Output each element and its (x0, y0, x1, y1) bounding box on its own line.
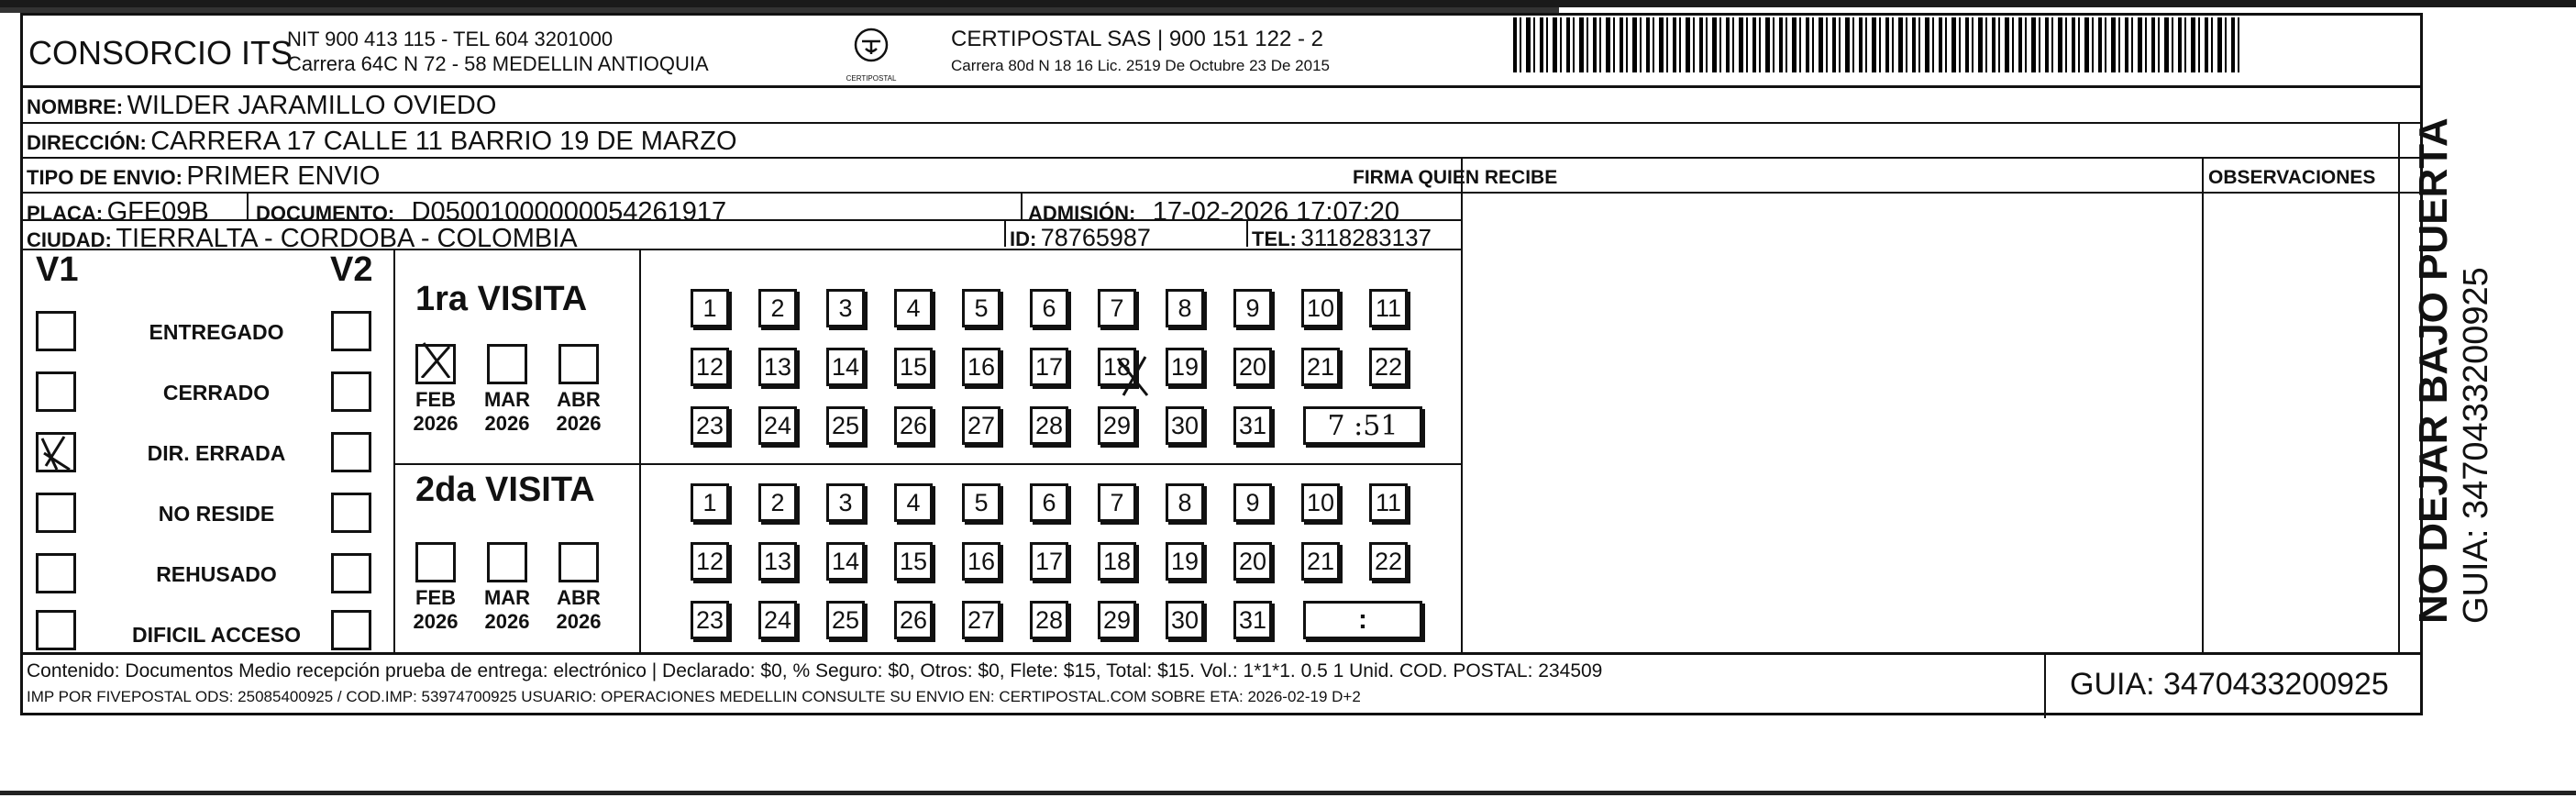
certipostal-logo-icon (844, 25, 899, 83)
visit-2-day-6[interactable]: 6 (1030, 483, 1068, 522)
tipo-label: TIPO DE ENVIO: (27, 166, 182, 189)
direccion-label: DIRECCIÓN: (27, 131, 147, 154)
month-name: FEB (415, 586, 456, 609)
month-year: 2026 (556, 610, 602, 633)
v2-checkbox-dificil-acceso[interactable] (331, 610, 371, 650)
month-year: 2026 (484, 412, 530, 435)
row-divider-4 (23, 219, 1461, 221)
v1-header: V1 (36, 250, 79, 289)
courier-license: Carrera 80d N 18 16 Lic. 2519 De Octubre 23 De 2015 (951, 57, 1330, 74)
documento-value: D05001000000054261917 (411, 197, 727, 227)
courier-info: CERTIPOSTAL SAS | 900 151 122 - 2 (951, 27, 1323, 51)
v1-checkbox-dir-errada[interactable] (36, 432, 76, 472)
month-name: ABR (557, 388, 601, 411)
visit-2-day-1[interactable]: 1 (691, 483, 729, 522)
status-rehusado: REHUSADO (156, 562, 277, 586)
visit-1-day-3[interactable]: 3 (826, 289, 865, 327)
documento-label: DOCUMENTO: (256, 202, 395, 225)
visit-2-day-11[interactable]: 11 (1369, 483, 1408, 522)
company-address: Carrera 64C N 72 - 58 MEDELLIN ANTIOQUIA (287, 52, 709, 75)
visit-1-day-10[interactable]: 10 (1301, 289, 1340, 327)
id-divider (1246, 219, 1248, 247)
v1-checkbox-entregado[interactable] (36, 311, 76, 351)
footer-imp: IMP POR FIVEPOSTAL ODS: 25085400925 / COD.IMP: 53974700925 USUARIO: OPERACIONES MEDELLIN CONSULTE SU ENVIO EN: CERTIPOSTAL.COM SOBRE ETA: 2026-02-19 D+2 (27, 688, 1361, 705)
visit-2-month-feb-label (408, 586, 463, 634)
nombre-row (27, 91, 496, 121)
top-border (0, 0, 2576, 7)
visit-2-day-9[interactable]: 9 (1233, 483, 1272, 522)
direccion-row (27, 127, 737, 157)
v1-checkbox-dificil-acceso[interactable] (36, 610, 76, 650)
tel-label: TEL: (1252, 227, 1297, 250)
delivery-form (20, 13, 2423, 715)
side-notice (2412, 117, 2496, 624)
v2-checkbox-dir-errada[interactable] (331, 432, 371, 472)
month-divider (639, 249, 641, 652)
visit-2-day-30[interactable]: 30 (1166, 601, 1204, 639)
visit-2-month-abr-label (551, 586, 606, 634)
status-entregado: ENTREGADO (149, 320, 284, 344)
visit-2-time-field[interactable]: : (1303, 601, 1422, 639)
visit-1-day-30[interactable]: 30 (1166, 406, 1204, 445)
check-mark-icon (418, 341, 455, 378)
admision-value: 17-02-2026 17:07:20 (1152, 197, 1400, 227)
status-cerrado: CERRADO (162, 381, 271, 405)
visit-1-day-20[interactable]: 20 (1233, 348, 1272, 386)
visit-2-title: 2da VISITA (415, 471, 595, 509)
placa-divider (247, 192, 249, 219)
v2-checkbox-entregado[interactable] (331, 311, 371, 351)
firma-left-border (1461, 157, 1463, 652)
company-name: CONSORCIO ITS (28, 34, 293, 72)
observaciones-right-border (2398, 122, 2400, 652)
day-18-mark-icon (1114, 355, 1155, 401)
documento-divider (1021, 192, 1023, 219)
visit-1-day-7[interactable]: 7 (1098, 289, 1136, 327)
footer-divider (23, 652, 2420, 655)
visit-1-day-14[interactable]: 14 (826, 348, 865, 386)
v2-header: V2 (330, 250, 373, 289)
ciudad-divider (1004, 219, 1006, 247)
visit-2-day-27[interactable]: 27 (962, 601, 1001, 639)
placa-value: GFE09B (106, 197, 209, 227)
observaciones-header: OBSERVACIONES (2208, 167, 2376, 188)
month-year: 2026 (556, 412, 602, 435)
visit-2-day-17[interactable]: 17 (1030, 542, 1068, 581)
visit-2-day-8[interactable]: 8 (1166, 483, 1204, 522)
row-divider-3 (23, 192, 2420, 194)
barcode (1513, 17, 2242, 72)
visit-1-day-19[interactable]: 19 (1166, 348, 1204, 386)
v2-checkbox-cerrado[interactable] (331, 371, 371, 412)
nombre-value: WILDER JARAMILLO OVIEDO (127, 91, 497, 120)
direccion-value: CARRERA 17 CALLE 11 BARRIO 19 DE MARZO (150, 127, 737, 156)
visit-2-day-21[interactable]: 21 (1301, 542, 1340, 581)
row-divider-2 (23, 157, 2420, 159)
visit-2-month-mar-label (480, 586, 535, 634)
nombre-label: NOMBRE: (27, 95, 124, 118)
company-nit: NIT 900 413 115 - TEL 604 3201000 (287, 28, 614, 50)
visit-1-month-mar-label (480, 388, 535, 436)
visit-1-day-28[interactable]: 28 (1030, 406, 1068, 445)
bottom-border (0, 791, 2576, 795)
status-dir-errada: DIR. ERRADA (147, 441, 286, 465)
v2-checkbox-no-reside[interactable] (331, 493, 371, 533)
tel-value: 3118283137 (1300, 224, 1432, 251)
visit-2-day-7[interactable]: 7 (1098, 483, 1136, 522)
v1-checkbox-no-reside[interactable] (36, 493, 76, 533)
visit-1-day-1[interactable]: 1 (691, 289, 729, 327)
visit-2-day-26[interactable]: 26 (894, 601, 933, 639)
month-name: MAR (483, 586, 531, 609)
footer-guia-divider (2044, 652, 2046, 718)
month-name: ABR (557, 586, 601, 609)
visit-1-day-9[interactable]: 9 (1233, 289, 1272, 327)
visit-1-day-15[interactable]: 15 (894, 348, 933, 386)
status-no-reside: NO RESIDE (158, 502, 275, 526)
visit-1-month-abr[interactable] (558, 344, 599, 384)
visit-1-day-11[interactable]: 11 (1369, 289, 1408, 327)
visit-1-month-mar[interactable] (487, 344, 527, 384)
tipo-value: PRIMER ENVIO (186, 161, 381, 191)
visit-1-day-4[interactable]: 4 (894, 289, 933, 327)
visit-1-day-21[interactable]: 21 (1301, 348, 1340, 386)
visit-2-day-25[interactable]: 25 (826, 601, 865, 639)
visit-1-title: 1ra VISITA (415, 280, 588, 318)
visit-2-month-feb[interactable] (415, 542, 456, 582)
admision-label: ADMISIÓN: (1028, 202, 1136, 225)
visit-1-month-feb[interactable] (415, 344, 456, 384)
tipo-row (27, 161, 380, 192)
visit-2-day-5[interactable]: 5 (962, 483, 1001, 522)
id-value: 78765987 (1040, 224, 1151, 251)
header-divider (23, 85, 2420, 88)
visit-2-day-2[interactable]: 2 (758, 483, 797, 522)
visit-2-day-29[interactable]: 29 (1098, 601, 1136, 639)
visit-1-day-17[interactable]: 17 (1030, 348, 1068, 386)
v1-checkbox-rehusado[interactable] (36, 553, 76, 593)
observaciones-left-border (2202, 157, 2204, 652)
visit-2-day-12[interactable]: 12 (691, 542, 729, 581)
footer-contenido: Contenido: Documentos Medio recepción prueba de entrega: electrónico | Declarado: $0, % Seguro: $0, Otros: $0, Flete: $15, Total: $15. Vol.: 1*1*1. 0.5 1 Unid. COD. POSTAL: 234509 (27, 660, 1603, 682)
row-divider-1 (23, 122, 2420, 124)
visit-2-day-10[interactable]: 10 (1301, 483, 1340, 522)
visit-2-day-24[interactable]: 24 (758, 601, 797, 639)
visit-1-day-27[interactable]: 27 (962, 406, 1001, 445)
firma-header: FIRMA QUIEN RECIBE (1353, 167, 1558, 188)
visit-1-day-6[interactable]: 6 (1030, 289, 1068, 327)
logo-text: CERTIPOSTAL (846, 74, 897, 83)
status-divider (393, 249, 395, 652)
visit-1-day-23[interactable]: 23 (691, 406, 729, 445)
visit-2-day-16[interactable]: 16 (962, 542, 1001, 581)
check-mark-icon (39, 435, 75, 471)
visit-2-day-31[interactable]: 31 (1233, 601, 1272, 639)
v2-checkbox-rehusado[interactable] (331, 553, 371, 593)
visit-2-day-4[interactable]: 4 (894, 483, 933, 522)
visit-1-day-13[interactable]: 13 (758, 348, 797, 386)
visit-1-day-22[interactable]: 22 (1369, 348, 1408, 386)
visit-2-day-19[interactable]: 19 (1166, 542, 1204, 581)
visit-1-day-2[interactable]: 2 (758, 289, 797, 327)
month-name: FEB (415, 388, 456, 411)
visit-1-day-24[interactable]: 24 (758, 406, 797, 445)
visit-2-day-23[interactable]: 23 (691, 601, 729, 639)
no-dejar-bajo-puerta: NO DEJAR BAJO PUERTA (2411, 117, 2456, 624)
visit-1-day-8[interactable]: 8 (1166, 289, 1204, 327)
row-divider-5 (23, 249, 1461, 250)
month-year: 2026 (484, 610, 530, 633)
visit-2-day-14[interactable]: 14 (826, 542, 865, 581)
visit-1-day-18[interactable]: 18 (1098, 348, 1136, 386)
placa-label: PLACA: (27, 202, 104, 225)
month-name: MAR (483, 388, 531, 411)
visit-2-day-15[interactable]: 15 (894, 542, 933, 581)
visit-2-day-22[interactable]: 22 (1369, 542, 1408, 581)
ciudad-label: CIUDAD: (27, 228, 112, 251)
visit-1-day-5[interactable]: 5 (962, 289, 1001, 327)
visit-1-month-feb-label (408, 388, 463, 436)
visit-1-day-29[interactable]: 29 (1098, 406, 1136, 445)
visit-2-day-28[interactable]: 28 (1030, 601, 1068, 639)
visit-1-day-16[interactable]: 16 (962, 348, 1001, 386)
visit-2-day-3[interactable]: 3 (826, 483, 865, 522)
id-label: ID: (1010, 227, 1037, 250)
v1-checkbox-cerrado[interactable] (36, 371, 76, 412)
visit-2-day-13[interactable]: 13 (758, 542, 797, 581)
visit-1-day-26[interactable]: 26 (894, 406, 933, 445)
visit-divider (393, 463, 1461, 465)
footer-guia: GUIA: 3470433200925 (2070, 667, 2389, 702)
month-year: 2026 (413, 610, 459, 633)
visit-1-day-31[interactable]: 31 (1233, 406, 1272, 445)
visit-2-month-mar[interactable] (487, 542, 527, 582)
visit-2-month-abr[interactable] (558, 542, 599, 582)
visit-1-day-12[interactable]: 12 (691, 348, 729, 386)
visit-1-time-field[interactable]: 7 :51 (1303, 406, 1422, 445)
visit-1-month-abr-label (551, 388, 606, 436)
ciudad-value: TIERRALTA - CORDOBA - COLOMBIA (116, 224, 578, 253)
month-year: 2026 (413, 412, 459, 435)
visit-2-day-20[interactable]: 20 (1233, 542, 1272, 581)
visit-2-day-18[interactable]: 18 (1098, 542, 1136, 581)
status-dificil-acceso: DIFICIL ACCESO (131, 623, 301, 647)
visit-1-day-25[interactable]: 25 (826, 406, 865, 445)
side-guia: GUIA: 3470433200925 (2457, 267, 2495, 624)
